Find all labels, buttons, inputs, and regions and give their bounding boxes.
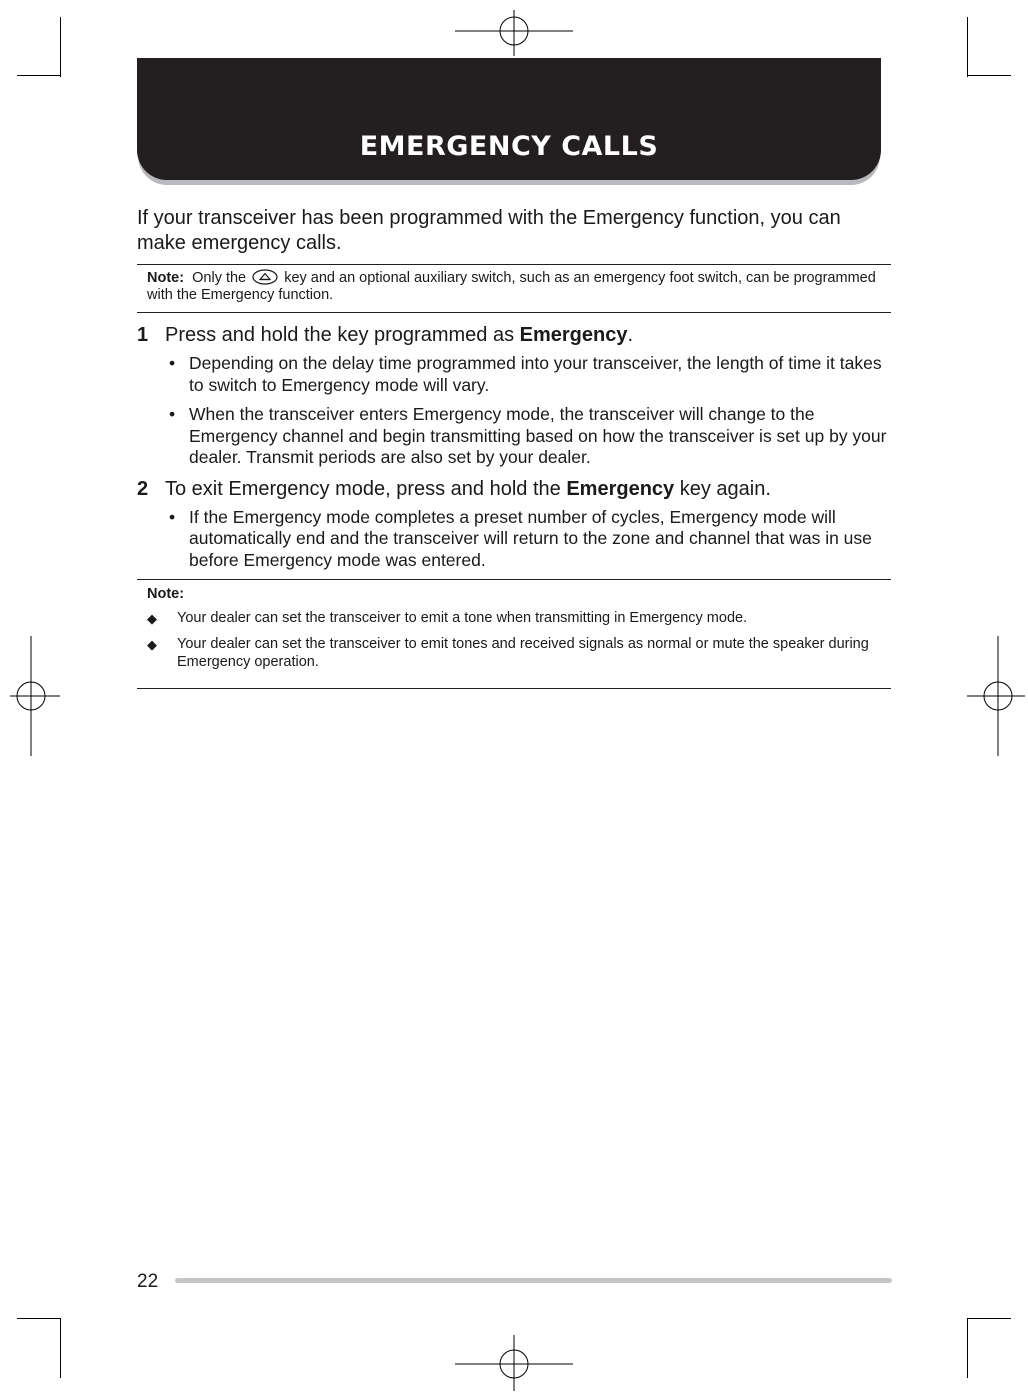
note-box-2 <box>137 579 891 689</box>
intro-paragraph: If your transceiver has been programmed with the Emergency function, you can make emergency calls. <box>137 207 841 254</box>
note-item-text: Your dealer can set the transceiver to emit tones and received signals as normal or mute the speaker during Emergency operation. <box>177 636 869 670</box>
crop-mark <box>60 1318 61 1378</box>
crop-mark <box>60 17 61 77</box>
step-text: To exit Emergency mode, press and hold the <box>165 477 567 500</box>
bullet-text: If the Emergency mode completes a preset number of cycles, Emergency mode will automatically end and the transceiver will return to the zone and channel that was in use before Emergency mode was entered. <box>189 506 872 570</box>
list-item <box>137 507 891 572</box>
step-2 <box>137 477 891 501</box>
step-1 <box>137 323 891 347</box>
crop-mark <box>967 1318 968 1378</box>
page-header <box>137 58 881 180</box>
step-number: 2 <box>137 477 149 500</box>
bullet-icon: • <box>169 506 176 527</box>
note-label: Note: <box>147 586 185 602</box>
step-text-end: . <box>627 324 634 346</box>
page-number: 22 <box>137 1271 159 1292</box>
bullet-icon: • <box>169 404 176 424</box>
list-item <box>147 610 881 628</box>
note-list <box>147 610 881 672</box>
list-item <box>137 404 891 469</box>
page-title: EMERGENCY CALLS <box>359 131 659 162</box>
step-2-bullets <box>137 507 891 572</box>
crop-mark <box>967 17 968 77</box>
step-1-bullets <box>137 353 891 469</box>
note-box <box>137 264 891 313</box>
main-content <box>137 206 891 689</box>
diamond-bullet-icon: ◆ <box>147 610 157 626</box>
list-item <box>137 353 891 396</box>
bullet-text: When the transceiver enters Emergency mode, the transceiver will change to the Emergency channel and begin transmitting based on how the transceiver is set up by your dealer. Transmit periods are also set by your dealer. <box>189 404 887 467</box>
crop-mark <box>17 75 61 76</box>
step-number: 1 <box>137 324 149 346</box>
registration-mark-icon <box>967 636 1025 756</box>
step-key-name: Emergency <box>566 477 675 500</box>
note-label: Note: <box>147 270 185 286</box>
bullet-icon: • <box>169 353 176 373</box>
step-key-name: Emergency <box>519 324 628 346</box>
registration-mark-icon <box>10 636 60 756</box>
footer-rule <box>175 1278 892 1283</box>
bullet-text: Depending on the delay time programmed into your transceiver, the length of time it takes to switch to Emergency mode will vary. <box>189 353 882 395</box>
list-item <box>147 636 881 671</box>
crop-mark <box>967 75 1011 76</box>
note-item-text: Your dealer can set the transceiver to emit a tone when transmitting in Emergency mode. <box>177 609 748 626</box>
crop-mark <box>17 1318 61 1319</box>
note-text-after: key and an optional auxiliary switch, such as an emergency foot switch, can be programmed with the Emergency function. <box>147 270 876 303</box>
step-text: Press and hold the key programmed as <box>165 324 520 346</box>
registration-mark-icon <box>455 1335 573 1391</box>
diamond-bullet-icon: ◆ <box>147 637 157 652</box>
emergency-key-icon <box>252 269 278 285</box>
step-text-end: key again. <box>674 477 771 500</box>
crop-mark <box>967 1318 1011 1319</box>
registration-mark-icon <box>455 10 573 56</box>
note-text-before: Only the <box>192 270 247 286</box>
